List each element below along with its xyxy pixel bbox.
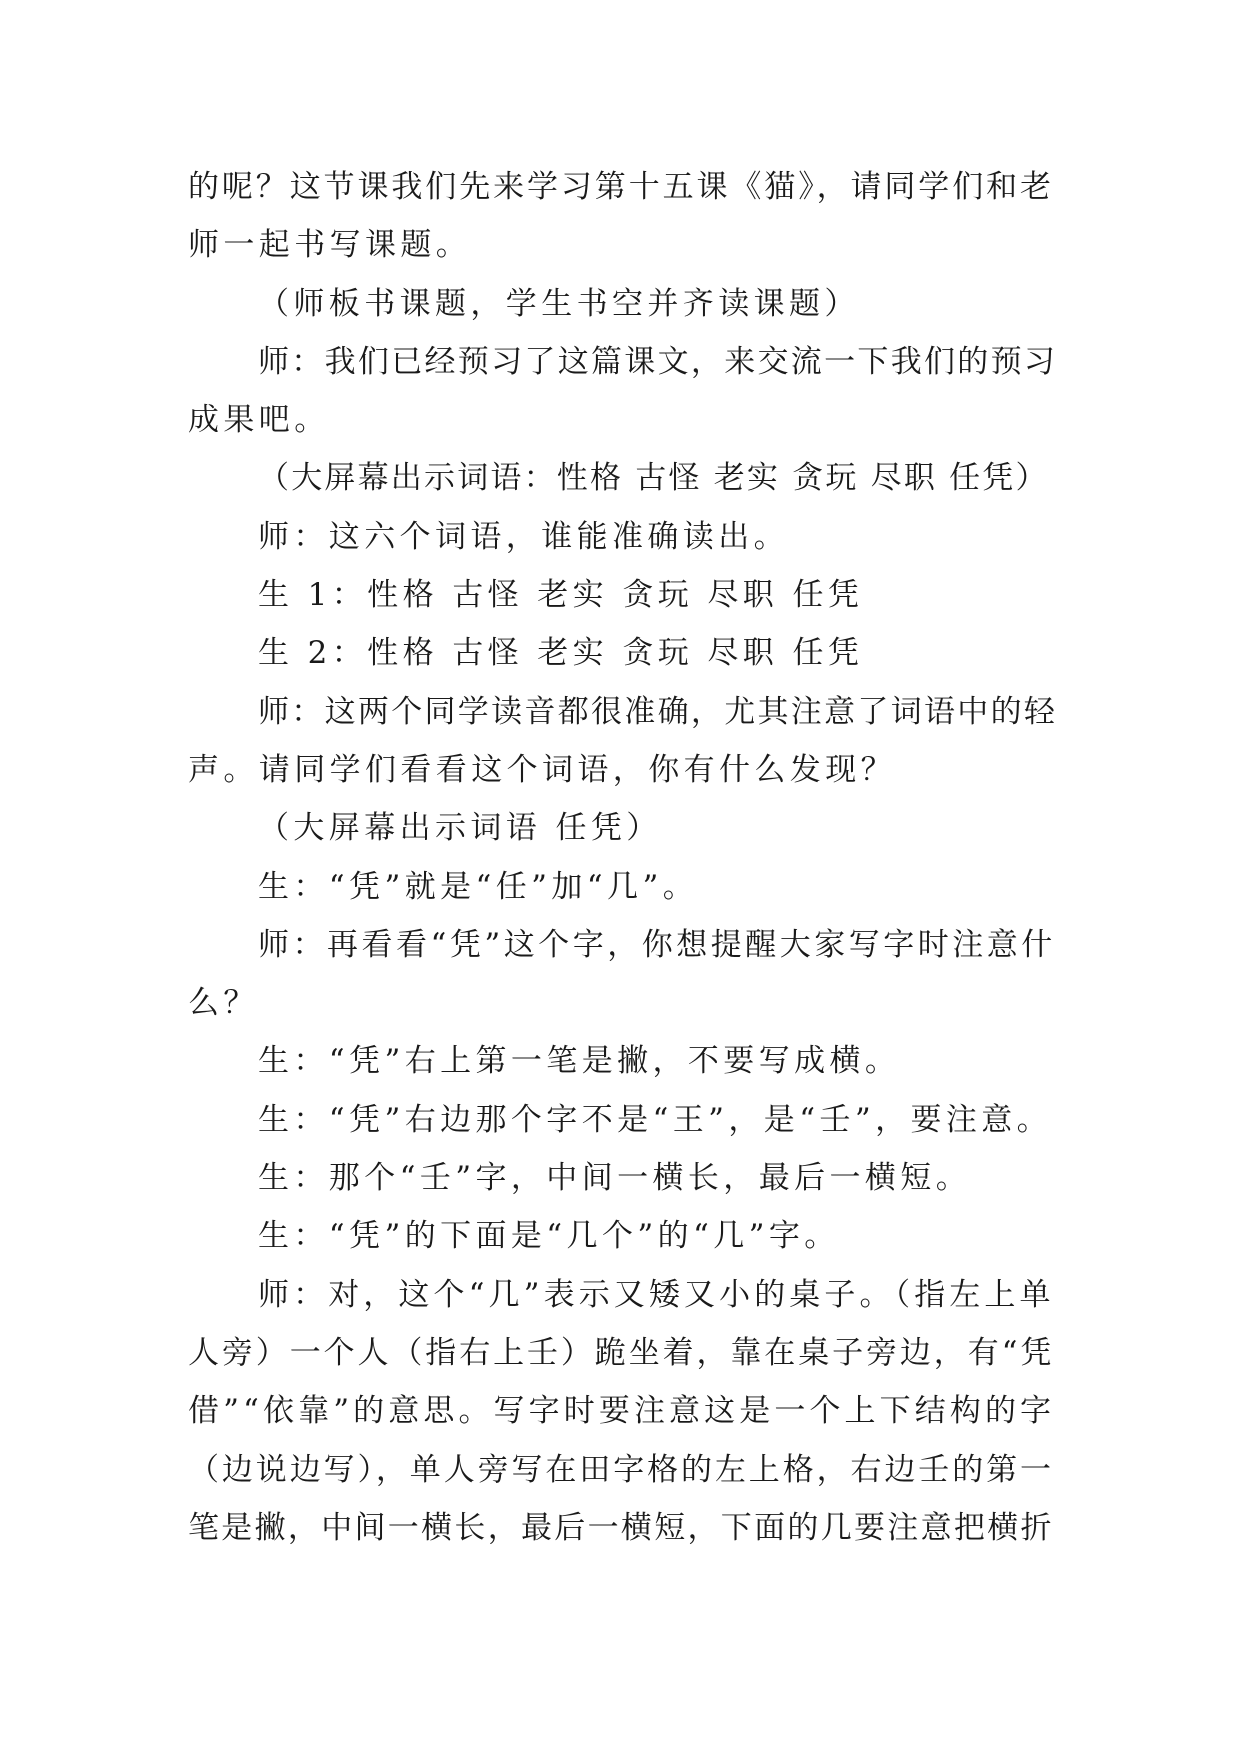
text-line: （大屏幕出示词语 任凭） xyxy=(258,810,662,847)
text-line: 生：“凭”右边那个字不是“王”，是“壬”，要注意。 xyxy=(258,1101,1053,1138)
text-line: 笔是撇，中间一横长，最后一横短，下面的几要注意把横折 xyxy=(188,1509,1054,1546)
text-line: 生：那个“壬”字，中间一横长，最后一横短。 xyxy=(258,1160,972,1197)
text-line: （边说边写），单人旁写在田字格的左上格，右边壬的第一 xyxy=(188,1451,1054,1488)
text-line: 声。请同学们看看这个词语，你有什么发现？ xyxy=(188,751,896,788)
text-line: （师板书课题，学生书空并齐读课题） xyxy=(258,285,860,322)
text-line: 师：这两个同学读音都很准确，尤其注意了词语中的轻 xyxy=(258,693,1058,730)
text-line: 么？ xyxy=(188,985,259,1022)
text-line: 师一起书写课题。 xyxy=(188,227,472,264)
body-text xyxy=(188,158,1058,1557)
text-line: 师：我们已经预习了这篇课文，来交流一下我们的预习 xyxy=(258,343,1058,380)
text-line: 师：再看看“凭”这个字，你想提醒大家写字时注意什 xyxy=(258,926,1056,963)
text-line: 成果吧。 xyxy=(188,402,330,439)
text-line: 生 2：性格 古怪 老实 贪玩 尽职 任凭 xyxy=(258,635,864,672)
text-line: 的呢？这节课我们先来学习第十五课《猫》，请同学们和老 xyxy=(188,169,1054,205)
text-line: 人旁）一个人（指右上壬）跪坐着，靠在桌子旁边，有“凭 xyxy=(188,1334,1055,1371)
text-line: （大屏幕出示词语：性格 古怪 老实 贪玩 尽职 任凭） xyxy=(258,460,1049,497)
text-line: 借”“依靠”的意思。写字时要注意这是一个上下结构的字 xyxy=(188,1393,1056,1430)
text-line: 师：对，这个“几”表示又矮又小的桌子。（指左上单 xyxy=(258,1276,1055,1313)
text-line: 生：“凭”的下面是“几个”的“几”字。 xyxy=(258,1218,840,1255)
text-line: 生 1：性格 古怪 老实 贪玩 尽职 任凭 xyxy=(258,577,864,614)
text-line: 生：“凭”右上第一笔是撇，不要写成横。 xyxy=(258,1043,901,1080)
text-line: 师：这六个词语，谁能准确读出。 xyxy=(258,518,789,555)
text-line: 生：“凭”就是“任”加“几”。 xyxy=(258,868,699,905)
